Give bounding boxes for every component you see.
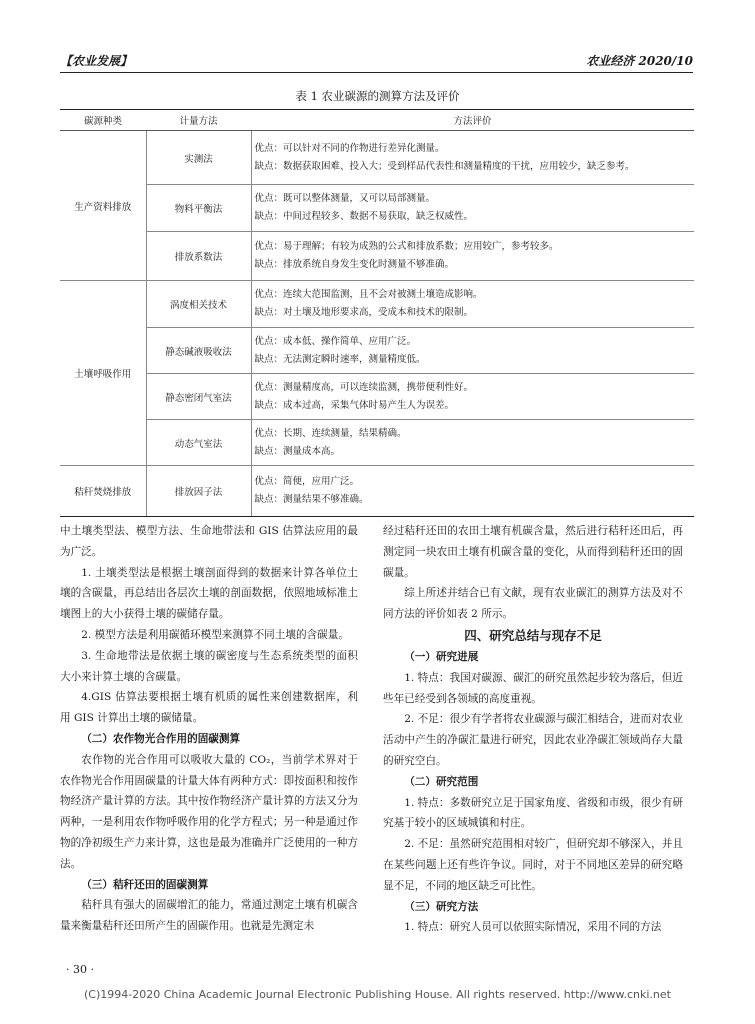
con-text: 缺点：对土壤及地形要求高，受成本和技术的限制。 [254,307,474,318]
table-header-row [60,110,694,131]
paragraph: 农作物的光合作用可以吸收大量的 CO₂，当前学术界对于农作物光合作用固碳量的计量大体有两种方式：即按面积和按作物经济产量计算的方法。其中按作物经济产量计算的方法又分为两种，一是利用农作物呼吸作用的化学方程式；另一种是通过作物的净初级生产力来计算，这也是最为准确并广泛使用的一种方法。 [60,753,358,870]
subsection-heading: （三）研究方法 [404,900,479,913]
method-cell: 静态密闭气室法 [146,374,251,420]
table-row [60,131,694,185]
pro-text: 优点：连续大范围监测，且不会对被测土壤造成影响。 [254,289,483,300]
category-cell: 土壤呼吸作用 [60,281,146,466]
paragraph: 1. 特点：我国对碳源、碳汇的研究虽然起步较为落后，但近些年已经受到各领域的高度重视。 [383,671,683,705]
paragraph: 2. 不足：虽然研究范围相对较广，但研究却不够深入，并且在某些问题上还有些许争议。同时，对于不同地区差异的研究略显不足，不同的地区缺乏可比性。 [383,838,683,892]
paragraph: 4.GIS 估算法要根据土壤有机质的属性来创建数据库，利用 GIS 计算出土壤的碳储量。 [60,691,358,725]
subsection-heading: （二）农作物光合作用的固碳测算 [81,732,241,745]
evaluation-cell [251,328,694,374]
con-text: 缺点：排放系统自身发生变化时测量不够准确。 [254,259,455,270]
paragraph: 3. 生命地带法是依据土壤的碳密度与生态系统类型的面积大小来计算土壤的含碳量。 [60,649,358,683]
evaluation-cell [251,420,694,466]
table-row [60,466,694,517]
subsection-heading: （三）秸秆还田的固碳测算 [81,878,209,891]
paragraph: 2. 模型方法是利用碳循环模型来测算不同土壤的含碳量。 [81,628,349,641]
category-cell: 秸秆焚烧排放 [60,466,146,517]
paragraph: 1. 土壤类型法是根据土壤剖面得到的数据来计算各单位土壤的含碳量，再总结出各层次土壤的剖面数据，依照地域标准土壤图上的大小获得土壤的碳储存量。 [60,566,358,621]
con-text: 缺点：无法测定瞬时速率，测量精度低。 [254,353,426,365]
table-row [60,281,694,328]
page-number: · 30 · [66,963,94,976]
table-row [60,328,694,374]
method-cell: 物料平衡法 [146,185,251,232]
con-text: 缺点：测量成本高。 [254,445,341,457]
evaluation-cell [251,281,694,328]
evaluation-cell [251,232,694,281]
carbon-source-table [60,109,694,517]
paragraph: 中土壤类型法、模型方法、生命地带法和 GIS 估算法应用的最为广泛。 [60,525,358,558]
con-text: 缺点：数据获取困难、投入大；受到样品代表性和测量精度的干扰，应用较少，缺乏参考。 [254,160,635,172]
pro-text: 优点：易于理解；有较为成熟的公式和排放系数；应用较广，参考较多。 [254,241,559,252]
pro-text: 优点：可以针对不同的作物进行差异化测量。 [254,142,445,154]
paragraph: 1. 特点：研究人员可以依照实际情况，采用不同的方法 [404,921,662,934]
table-row [60,374,694,420]
journal-section-label: 【农业发展】 [60,54,133,68]
table-row [60,232,694,281]
pro-text: 优点：简便，应用广泛。 [254,476,360,487]
con-text: 缺点：测量结果不够准确。 [254,494,369,505]
method-cell: 排放因子法 [146,466,251,517]
table-row [60,420,694,466]
journal-issue-label: 农业经济 2020/10 [586,54,693,68]
evaluation-cell [251,131,694,185]
paragraph: 综上所述并结合已有文献，现有农业碳汇的测算方法及对不同方法的评价如表 2 所示。 [383,587,683,621]
paragraph: 秸秆具有强大的固碳增汇的能力，常通过测定土壤有机碳含量来衡量秸秆还田所产生的固碳作用。也就是先测定未 [60,899,358,933]
paragraph: 经过秸秆还田的农田土壤有机碳含量，然后进行秸秆还田后，再测定同一块农田土壤有机碳含量的变化，从而得到秸秆还田的固碳量。 [383,525,683,579]
method-cell: 排放系数法 [146,232,251,281]
section-heading: 四、研究总结与现存不足 [464,627,602,643]
evaluation-cell [251,185,694,232]
method-cell: 涡度相关技术 [146,281,251,328]
header-evaluation: 方法评价 [251,110,694,131]
pro-text: 优点：成本低、操作简单、应用广泛。 [254,335,417,347]
method-cell: 实测法 [146,131,251,185]
table-row [60,185,694,232]
pro-text: 优点：测量精度高，可以连续监测，携带便利性好。 [254,381,474,393]
paragraph: 2. 不足：很少有学者将农业碳源与碳汇相结合，进而对农业活动中产生的净碳汇量进行研究，因此农业净碳汇领域尚存大量的研究空白。 [383,713,683,767]
subsection-heading: （一）研究进展 [404,650,479,663]
pro-text: 优点：既可以整体测量，又可以局部测量。 [254,193,436,204]
method-cell: 静态碱液吸收法 [146,328,251,374]
con-text: 缺点：成本过高，采集气体时易产生人为误差。 [254,399,455,411]
evaluation-cell [251,374,694,420]
header-category: 碳源种类 [60,110,146,131]
category-cell: 生产资料排放 [60,131,146,281]
subsection-heading: （二）研究范围 [404,775,479,788]
left-column [60,521,358,937]
method-cell: 动态气室法 [146,420,251,466]
con-text: 缺点：中间过程较多、数据不易获取，缺乏权威性。 [254,211,474,222]
copyright-notice: (C)1994-2020 China Academic Journal Electronic Publishing House. All rights reserved. http://www.cnki.net [84,988,671,1001]
header-rule [60,72,693,73]
pro-text: 优点：长期、连续测量，结果精确。 [254,427,407,439]
table-title: 表 1 农业碳源的测算方法及评价 [295,89,460,103]
paragraph: 1. 特点：多数研究立足于国家角度、省级和市级，很少有研究基于较小的区域城镇和村庄。 [383,796,683,830]
evaluation-cell [251,466,694,517]
right-column [383,521,683,938]
header-method: 计量方法 [146,110,251,131]
